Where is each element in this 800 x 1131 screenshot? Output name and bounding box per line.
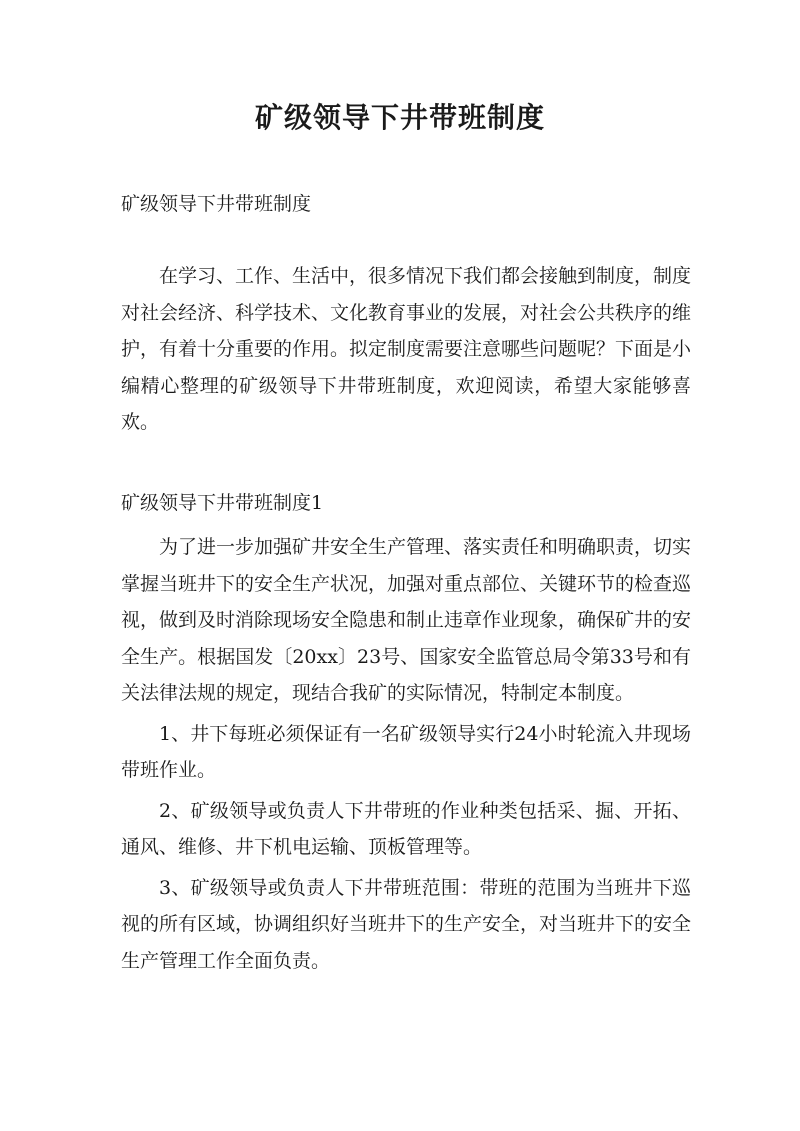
rule-item-1: 1、井下每班必须保证有一名矿级领导实行24小时轮流入井现场带班作业。 bbox=[121, 722, 691, 781]
section-heading: 矿级领导下井带班制度1 bbox=[121, 492, 324, 514]
section-body bbox=[121, 529, 691, 979]
intro-block bbox=[121, 258, 691, 441]
rule-item-3: 3、矿级领导或负责人下井带班范围：带班的范围为当班井下巡视的所有区域，协调组织好当班井下的生产安全，对当班井下的安全生产管理工作全面负责。 bbox=[121, 876, 692, 972]
document-subtitle: 矿级领导下井带班制度 bbox=[121, 193, 312, 215]
rule-item-2: 2、矿级领导或负责人下井带班的作业种类包括采、掘、开拓、通风、维修、井下机电运输、顶板管理等。 bbox=[121, 799, 691, 858]
intro-paragraph: 在学习、工作、生活中，很多情况下我们都会接触到制度，制度对社会经济、科学技术、文化教育事业的发展，对社会公共秩序的维护，有着十分重要的作用。拟定制度需要注意哪些问题呢？下面是小编精心整理的矿级领导下井带班制度，欢迎阅读，希望大家能够喜欢。 bbox=[121, 265, 692, 433]
document-title: 矿级领导下井带班制度 bbox=[254, 101, 545, 134]
section-paragraph: 为了进一步加强矿井安全生产管理、落实责任和明确职责，切实掌握当班井下的安全生产状况，加强对重点部位、关键环节的检查巡视，做到及时消除现场安全隐患和制止违章作业现象，确保矿井的安全生产。根据国发〔20xx〕23号、国家安全监管总局令第33号和有关法律法规的规定，现结合我矿的实际情况，特制定本制度。 bbox=[121, 536, 692, 704]
